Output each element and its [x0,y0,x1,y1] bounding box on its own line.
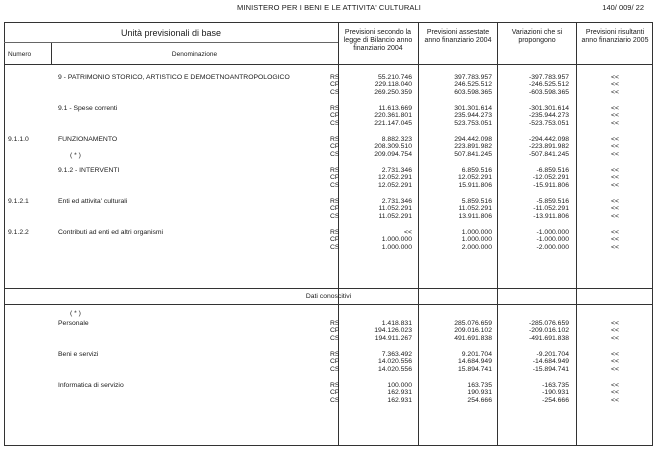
cell-prev2005: << [611,74,619,81]
row-code: RS [330,136,340,143]
cell-prev2004: 12.052.291 [377,174,412,182]
cell-prev2005: << [611,181,619,189]
cell-variazioni: -523.753.051 [528,119,569,127]
cell-assest2004: 294.442.098 [454,136,492,143]
cell-prev2005: << [611,136,619,143]
group-title: Unità previsionali di base [120,28,222,38]
cell-prev2005: << [611,327,619,335]
cell-variazioni: -301.301.614 [528,105,569,112]
cell-assest2004: 1.000.000 [461,229,492,236]
cell-assest2004: 603.598.365 [454,88,492,96]
cell-variazioni: -15.894.741 [532,365,569,373]
cell-variazioni: -397.783.957 [528,74,569,81]
row-code: CP [330,358,340,366]
cell-prev2005: << [611,119,619,127]
cell-prev2004: 2.731.346 [381,198,412,205]
cell-assest2004: 11.052.291 [458,205,492,213]
cell-prev2005: << [611,112,619,120]
cell-variazioni: -507.841.245 [528,150,569,158]
col-prev2004: Previsioni secondo la legge di Bilancio anno finanziario 2004 [343,29,413,52]
cell-assest2004: 223.891.982 [454,143,492,151]
row-note: ( * ) [70,151,81,159]
cell-prev2005: << [611,205,619,213]
row-label: FUNZIONAMENTO [58,136,118,143]
cell-assest2004: 209.016.102 [454,327,492,335]
row-label: Informatica di servizio [58,382,124,389]
row-code: CS [330,365,340,373]
cell-prev2004: 11.052.291 [378,205,412,213]
cell-variazioni: -5.859.516 [536,198,569,205]
row-code: CP [330,327,340,335]
cell-variazioni: -15.911.806 [533,181,569,189]
col-denominazione: Denominazione [171,51,218,58]
cell-prev2005: << [611,320,619,327]
row-numero: 9.1.2.1 [8,198,29,205]
ministry-title: MINISTERO PER I BENI E LE ATTIVITA' CULTURALI [237,3,421,12]
cell-assest2004: 6.859.516 [461,167,492,174]
cell-prev2004: << [404,229,412,236]
col-divider-variazioni [576,22,577,446]
cell-assest2004: 523.753.051 [454,119,492,127]
row-code: RS [330,167,340,174]
row-numero: 9.1.1.0 [8,136,29,143]
cell-variazioni: -163.735 [542,382,569,389]
row-code: RS [330,229,340,236]
cell-prev2005: << [611,243,619,251]
cell-prev2004: 162.931 [387,396,412,404]
cell-variazioni: -294.442.098 [528,136,569,143]
cell-variazioni: -14.684.949 [532,358,569,366]
cell-variazioni: -491.691.838 [528,334,569,342]
row-code: CP [330,205,340,213]
cell-prev2004: 7.363.492 [381,351,412,358]
cell-prev2004: 194.126.023 [374,327,412,335]
row-label: 9.1 - Spese correnti [58,105,118,112]
cell-prev2004: 1.418.831 [381,320,412,327]
row-code: CP [330,389,340,397]
cell-variazioni: -603.598.365 [528,88,569,96]
row-code: CS [330,150,340,158]
cell-prev2005: << [611,88,619,96]
cell-prev2005: << [611,198,619,205]
cell-prev2005: << [611,167,619,174]
cell-prev2005: << [611,143,619,151]
row-code: CS [330,119,340,127]
cell-prev2004: 1.000.000 [381,236,412,244]
row-code: CS [330,88,340,96]
cell-variazioni: -6.859.516 [536,167,569,174]
cell-assest2004: 2.000.000 [461,243,492,251]
cell-prev2005: << [611,358,619,366]
cell-assest2004: 507.841.245 [454,150,492,158]
col-divider-assest2004 [497,22,498,446]
row-label: Beni e servizi [58,351,99,358]
col-prev2005: Previsioni risultanti anno finanziario 2005 [581,29,649,44]
cell-variazioni: -12.052.291 [532,174,569,182]
cell-prev2005: << [611,229,619,236]
cell-variazioni: -285.076.659 [528,320,569,327]
cell-prev2004: 100.000 [387,382,412,389]
cell-variazioni: -13.911.806 [533,212,569,220]
cell-assest2004: 190.931 [467,389,492,397]
row-label: Personale [58,320,89,327]
section-divider-top [4,288,653,289]
cell-assest2004: 235.944.273 [454,112,492,120]
row-code: CS [330,181,340,189]
dati-title: Dati conoscitivi [305,293,352,300]
row-code: CS [330,243,340,251]
cell-assest2004: 397.783.957 [454,74,492,81]
cell-prev2005: << [611,81,619,89]
row-code: CP [330,174,340,182]
cell-variazioni: -254.666 [542,396,569,404]
row-code: CP [330,143,340,151]
cell-assest2004: 15.894.741 [457,365,492,373]
row-code: RS [330,105,340,112]
cell-prev2005: << [611,212,619,220]
cell-prev2004: 162.931 [387,389,412,397]
cell-prev2004: 229.118.040 [374,81,412,89]
cell-prev2005: << [611,105,619,112]
cell-prev2004: 8.882.323 [381,136,412,143]
cell-variazioni: -223.891.982 [528,143,569,151]
cell-assest2004: 1.000.000 [461,236,492,244]
header-subline [4,42,338,43]
cell-prev2005: << [611,389,619,397]
row-code: CP [330,112,340,120]
cell-assest2004: 15.911.806 [458,181,492,189]
cell-variazioni: -1.000.000 [536,236,569,244]
cell-prev2004: 55.210.746 [377,74,412,81]
cell-prev2005: << [611,382,619,389]
row-label: 9.1.2 - INTERVENTI [58,167,120,174]
cell-prev2004: 11.613.669 [378,105,412,112]
row-code: CP [330,236,340,244]
cell-prev2005: << [611,150,619,158]
col-divider-prev2004 [418,22,419,446]
cell-prev2004: 14.020.556 [377,358,412,366]
cell-prev2004: 220.361.801 [374,112,412,120]
cell-prev2004: 14.020.556 [377,365,412,373]
row-numero: 9.1.2.2 [8,229,29,236]
cell-prev2004: 2.731.346 [381,167,412,174]
cell-prev2005: << [611,174,619,182]
cell-prev2004: 208.309.510 [374,143,412,151]
row-code: RS [330,351,340,358]
cell-assest2004: 163.735 [467,382,492,389]
cell-assest2004: 12.052.291 [457,174,492,182]
cell-assest2004: 13.911.806 [458,212,492,220]
row-label: Contributi ad enti ed altri organismi [58,229,164,236]
row-code: RS [330,198,340,205]
cell-assest2004: 9.201.704 [461,351,492,358]
header-bottom-line [4,64,653,65]
cell-assest2004: 301.301.614 [454,105,492,112]
col-variazioni: Variazioni che si propongono [511,29,563,44]
cell-prev2005: << [611,365,619,373]
row-code: CP [330,81,340,89]
cell-variazioni: -209.016.102 [528,327,569,335]
row-code: CS [330,334,340,342]
page-number: 140/ 009/ 22 [602,3,644,12]
cell-prev2004: 12.052.291 [377,181,412,189]
cell-prev2004: 209.094.754 [374,150,412,158]
row-code: RS [330,74,340,81]
cell-prev2004: 221.147.045 [374,119,412,127]
row-code: CS [330,212,340,220]
cell-variazioni: -235.944.273 [528,112,569,120]
row-code: RS [330,382,340,389]
cell-assest2004: 491.691.838 [454,334,492,342]
cell-prev2005: << [611,236,619,244]
cell-assest2004: 246.525.512 [454,81,492,89]
row-label: Enti ed attivita' culturali [58,198,128,205]
cell-prev2005: << [611,396,619,404]
row-code: RS [330,320,340,327]
row-code: CS [330,396,340,404]
cell-assest2004: 5.859.516 [461,198,492,205]
cell-assest2004: 254.666 [467,396,492,404]
cell-prev2005: << [611,351,619,358]
cell-variazioni: -2.000.000 [536,243,569,251]
row-label: 9 - PATRIMONIO STORICO, ARTISTICO E DEMOETNOANTROPOLOGICO [58,74,290,81]
cell-prev2004: 269.250.359 [374,88,412,96]
cell-variazioni: -190.931 [542,389,569,397]
dati-note: ( * ) [70,310,81,317]
cell-assest2004: 14.684.949 [457,358,492,366]
cell-variazioni: -1.000.000 [536,229,569,236]
cell-prev2004: 11.052.291 [378,212,412,220]
section-divider-bottom [4,304,653,305]
cell-variazioni: -9.201.704 [536,351,569,358]
cell-variazioni: -11.052.291 [533,205,569,213]
cell-prev2004: 194.911.267 [374,334,412,342]
cell-assest2004: 285.076.659 [454,320,492,327]
cell-prev2004: 1.000.000 [381,243,412,251]
cell-variazioni: -246.525.512 [528,81,569,89]
col-numero: Numero [8,51,32,58]
cell-prev2005: << [611,334,619,342]
col-assest2004: Previsioni assestate anno finanziario 2004 [424,29,492,44]
